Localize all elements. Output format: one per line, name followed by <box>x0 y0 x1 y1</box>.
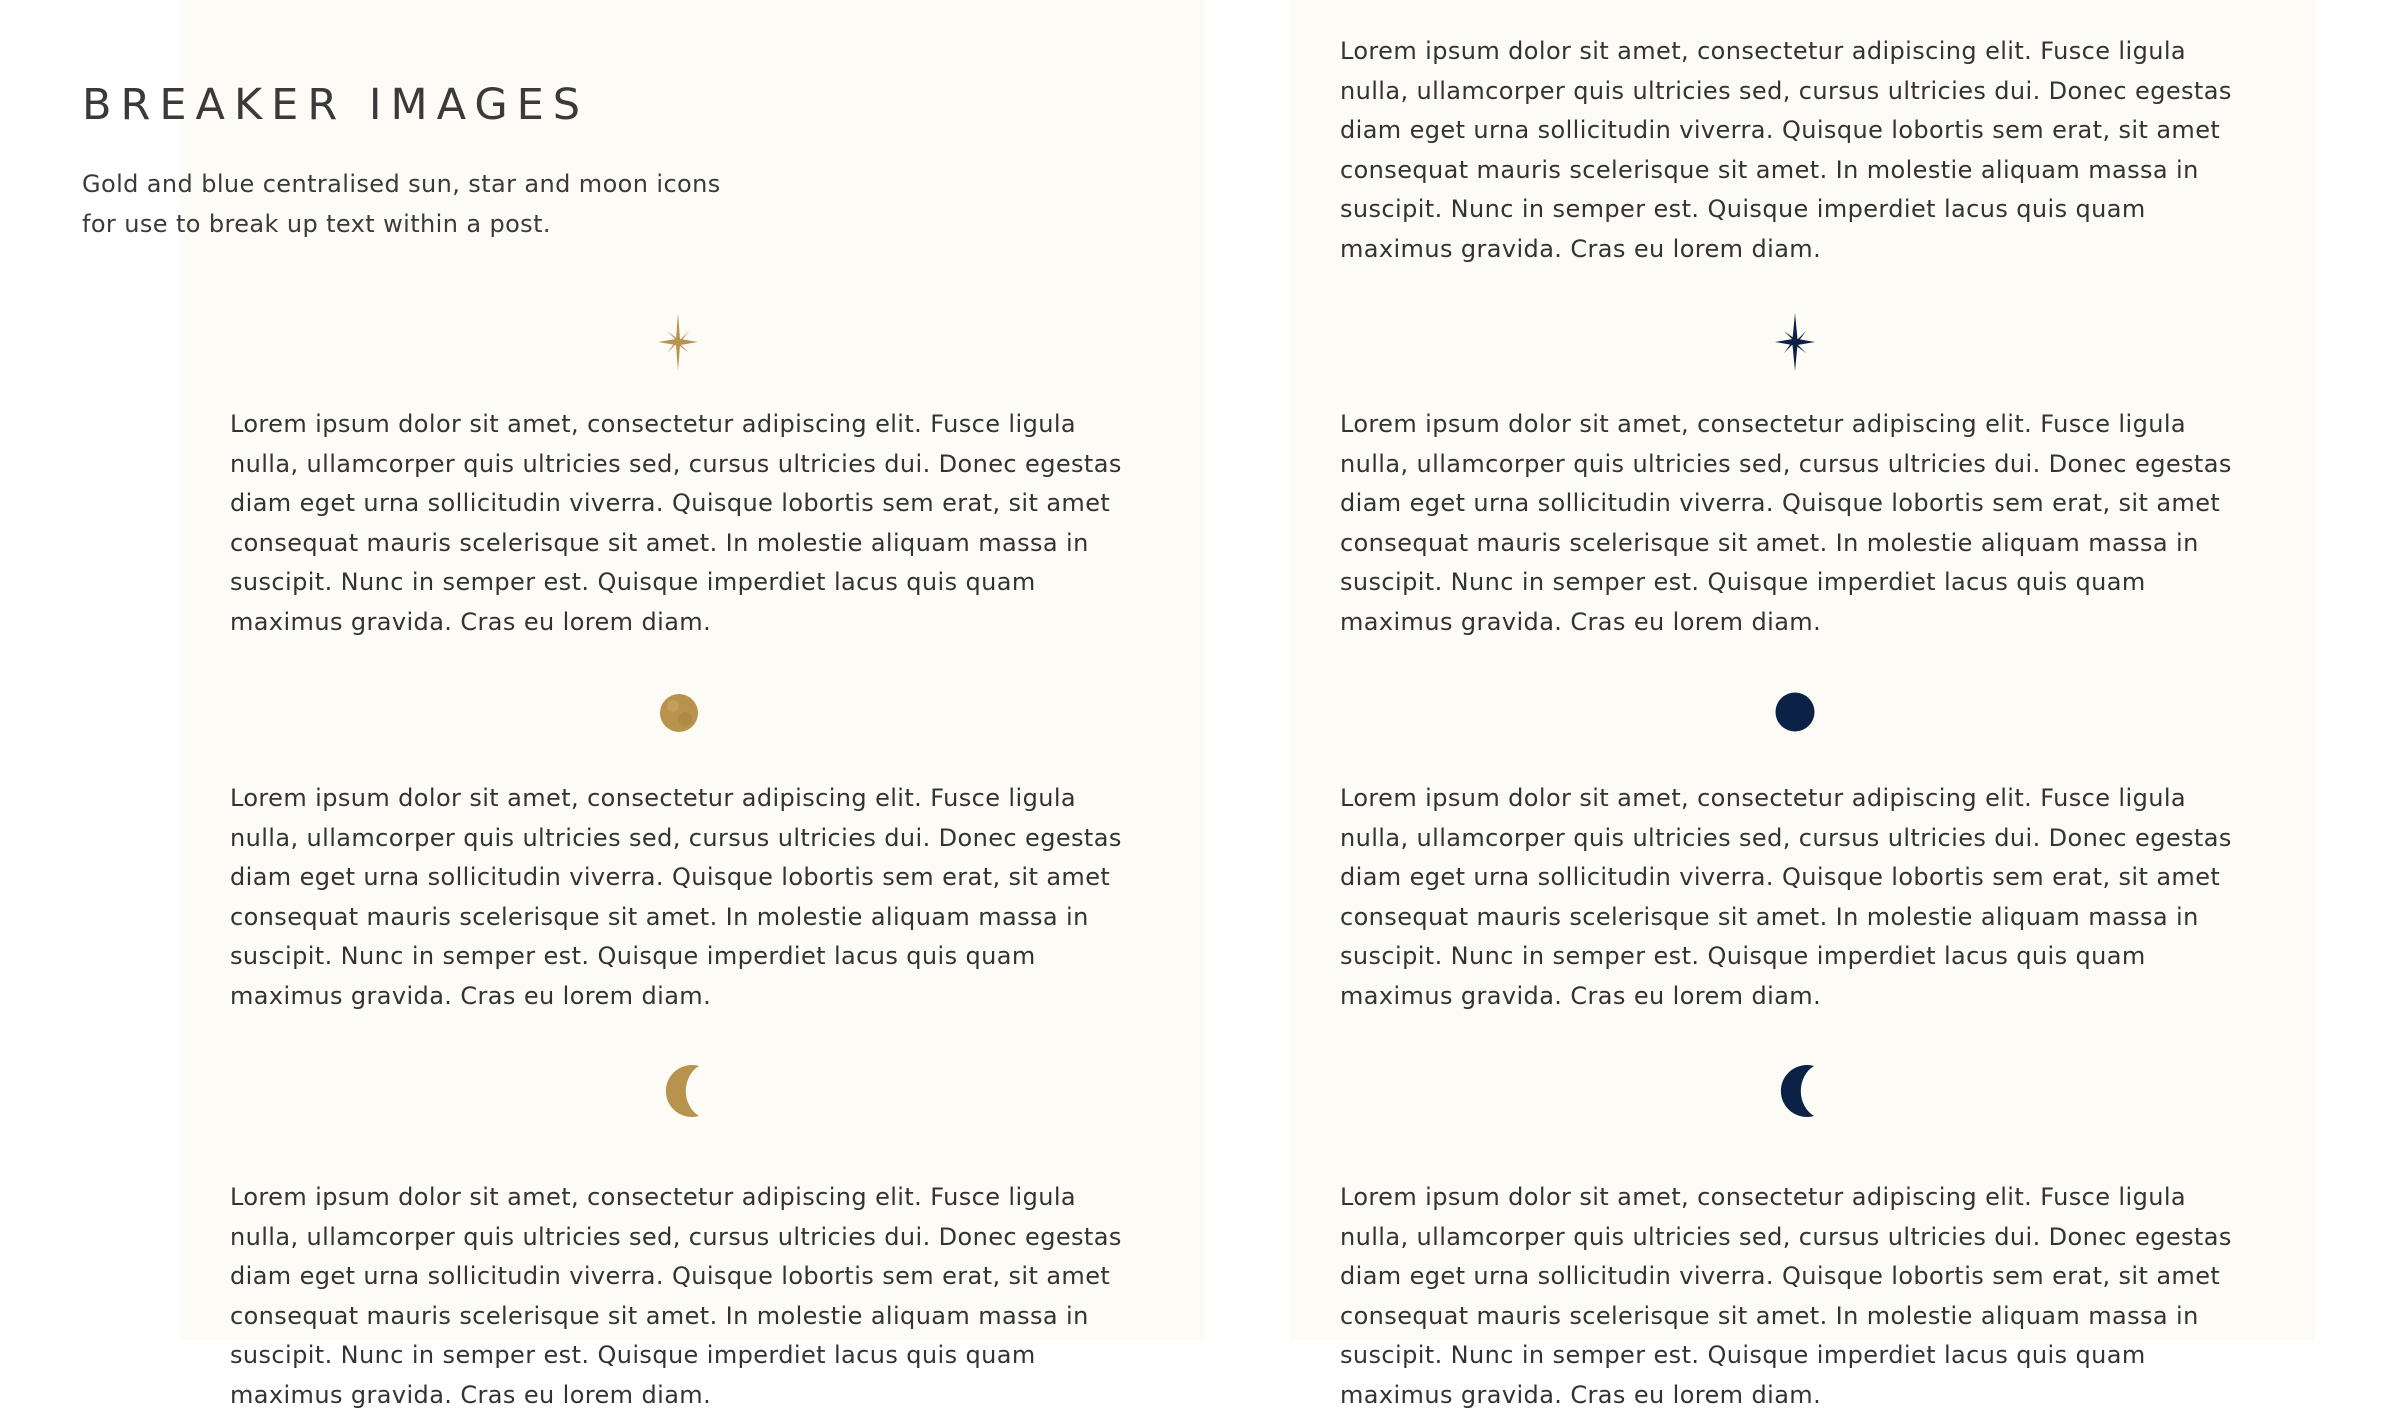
blue-moon-icon <box>1782 1064 1822 1118</box>
paragraph-gold-1: Lorem ipsum dolor sit amet, consectetur adipiscing elit. Fusce ligula nulla, ullamcorper quis ultricies sed, cursus ultricies dui. Donec egestas diam eget urna sollicitudin viverra. Quisque lobortis sem erat, sit amet consequat mauris scelerisque sit amet. In molestie aliquam massa in suscipit. Nunc in semper est. Quisque imperdiet lacus quis quam maximus gravida. Cras eu lorem diam. <box>230 410 1122 636</box>
blue-star-icon <box>1775 313 1815 371</box>
paragraph-blue-4: Lorem ipsum dolor sit amet, consectetur adipiscing elit. Fusce ligula nulla, ullamcorper quis ultricies sed, cursus ultricies dui. Donec egestas diam eget urna sollicitudin viverra. Quisque lobortis sem erat, sit amet consequat mauris scelerisque sit amet. In molestie aliquam massa in suscipit. Nunc in semper est. Quisque imperdiet lacus quis quam maximus gravida. Cras eu lorem diam. <box>1340 1183 2232 1409</box>
page-title: BREAKER IMAGES <box>82 80 590 130</box>
paragraph-blue-3: Lorem ipsum dolor sit amet, consectetur adipiscing elit. Fusce ligula nulla, ullamcorper quis ultricies sed, cursus ultricies dui. Donec egestas diam eget urna sollicitudin viverra. Quisque lobortis sem erat, sit amet consequat mauris scelerisque sit amet. In molestie aliquam massa in suscipit. Nunc in semper est. Quisque imperdiet lacus quis quam maximus gravida. Cras eu lorem diam. <box>1340 784 2232 1010</box>
paragraph-gold-3: Lorem ipsum dolor sit amet, consectetur adipiscing elit. Fusce ligula nulla, ullamcorper quis ultricies sed, cursus ultricies dui. Donec egestas diam eget urna sollicitudin viverra. Quisque lobortis sem erat, sit amet consequat mauris scelerisque sit amet. In molestie aliquam massa in suscipit. Nunc in semper est. Quisque imperdiet lacus quis quam maximus gravida. Cras eu lorem diam. <box>230 1183 1122 1409</box>
paragraph-blue-1: Lorem ipsum dolor sit amet, consectetur adipiscing elit. Fusce ligula nulla, ullamcorper quis ultricies sed, cursus ultricies dui. Donec egestas diam eget urna sollicitudin viverra. Quisque lobortis sem erat, sit amet consequat mauris scelerisque sit amet. In molestie aliquam massa in suscipit. Nunc in semper est. Quisque imperdiet lacus quis quam maximus gravida. Cras eu lorem diam. <box>1340 37 2232 263</box>
paragraph-blue-2: Lorem ipsum dolor sit amet, consectetur adipiscing elit. Fusce ligula nulla, ullamcorper quis ultricies sed, cursus ultricies dui. Donec egestas diam eget urna sollicitudin viverra. Quisque lobortis sem erat, sit amet consequat mauris scelerisque sit amet. In molestie aliquam massa in suscipit. Nunc in semper est. Quisque imperdiet lacus quis quam maximus gravida. Cras eu lorem diam. <box>1340 410 2232 636</box>
page-header <box>82 80 782 244</box>
page-subtitle: Gold and blue centralised sun, star and moon icons for use to break up text within a post. <box>82 169 721 238</box>
gold-moon-icon <box>667 1064 707 1118</box>
gold-star-icon <box>658 313 698 371</box>
gold-sun-icon <box>659 693 699 733</box>
blue-sun-icon <box>1775 692 1815 732</box>
paragraph-gold-2: Lorem ipsum dolor sit amet, consectetur adipiscing elit. Fusce ligula nulla, ullamcorper quis ultricies sed, cursus ultricies dui. Donec egestas diam eget urna sollicitudin viverra. Quisque lobortis sem erat, sit amet consequat mauris scelerisque sit amet. In molestie aliquam massa in suscipit. Nunc in semper est. Quisque imperdiet lacus quis quam maximus gravida. Cras eu lorem diam. <box>230 784 1122 1010</box>
